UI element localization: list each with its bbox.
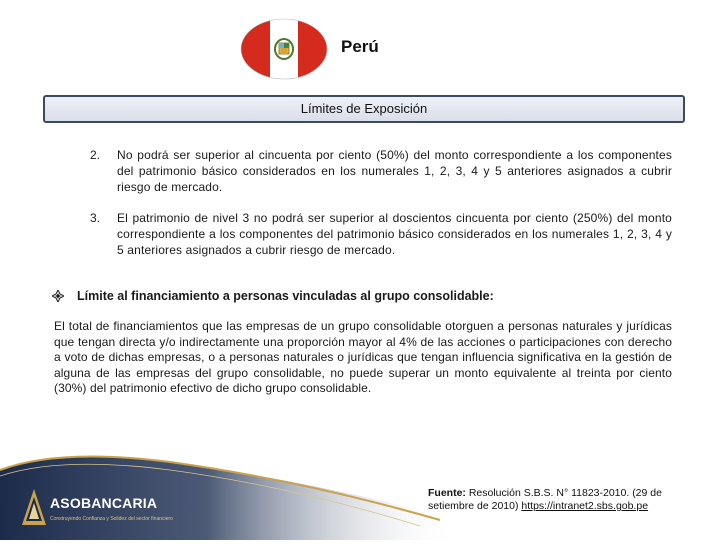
list-item — [90, 210, 672, 258]
source-text: Resolución S.B.S. N° 11823-2010. (29 de setiembre de 2010) — [428, 487, 662, 512]
source-label: Fuente: — [428, 487, 466, 499]
bullet-text: Límite al financiamiento a personas vinculadas al grupo consolidable: — [77, 289, 494, 303]
peru-flag-icon — [240, 18, 328, 80]
item-number: 2. — [90, 148, 101, 162]
body-paragraph: El total de financiamientos que las empresas de un grupo consolidable otorguen a personas naturales y jurídicas que tengan directa y/o indirectamente una proporción mayor al 4% de las acciones o participaciones con derecho a voto de dichas empresas, o a personas naturales o jurídicas que tengan influencia significativa en la gestión de alguna de las empresas del grupo consolidable, no puede superar un monto equivalente al treinta por ciento (30%) del patrimonio efectivo de dicho grupo consolidable. — [54, 319, 672, 396]
item-text: No podrá ser superior al cincuenta por ciento (50%) del monto correspondiente a los componentes del patrimonio básico considerados en los numerales 1, 2, 3, 4 y 5 anteriores asignados a cubrir riesgo de mercado. — [117, 148, 672, 194]
source-note — [428, 487, 688, 513]
section-title: Límites de Exposición — [43, 95, 685, 123]
country-title: Perú — [341, 37, 379, 56]
diamond-bullet-icon — [52, 290, 64, 302]
source-link[interactable]: https://intranet2.sbs.gob.pe — [521, 500, 649, 512]
item-number: 3. — [90, 211, 101, 225]
logo-name: ASOBANCARIA — [50, 495, 158, 511]
list-item — [90, 147, 672, 195]
asobancaria-logo — [22, 487, 182, 532]
item-text: El patrimonio de nivel 3 no podrá ser superior al doscientos cincuenta por ciento (250%) del monto correspondiente a los componentes del patrimonio básico considerados en los numerales 1, 2, 3, 4 y 5 anteriores asignados a cubrir riesgo de mercado. — [117, 211, 672, 257]
logo-tagline: Construyendo Confianza y Solidez del sector financiero — [50, 516, 173, 522]
bullet-heading — [52, 289, 494, 303]
